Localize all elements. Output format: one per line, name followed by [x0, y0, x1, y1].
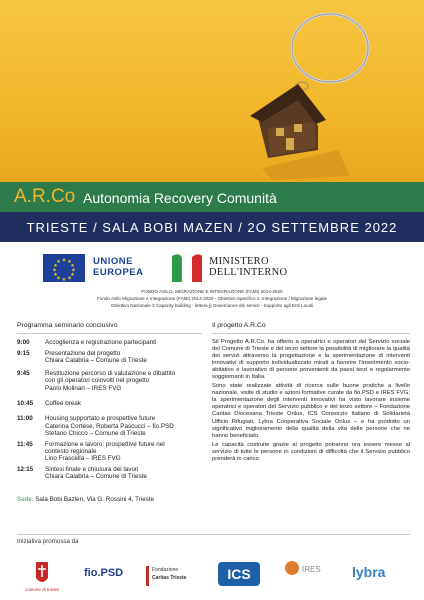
list-item: 12:15 Sintesi finale e chiusura dei lavori Chiara Calabria – Comune di Trieste: [17, 465, 147, 481]
funder-logos: [0, 250, 424, 290]
paragraph: Sil Progetto A.R.Co. ha offerto a operatrici e operatori del Servizio sociale del Comune di Trieste e del terzo settore la possibilità di migliorare la qualità dei servizi attraverso la progettazione e la sperimentazione di interventi innovativi di supporto individualizzato mirati a favorire l'inserimento socio-abitativo e lavorativo di persone provenienti da paesi terzi e regolarmente soggiornanti in Italia.: [212, 339, 410, 381]
venue-label: Sede:: [17, 496, 34, 503]
fiopsd-logo: fio.PSD: [84, 567, 124, 579]
venue: [17, 496, 154, 503]
svg-text:★: ★: [61, 277, 67, 282]
divider: [17, 333, 202, 334]
svg-text:★: ★: [52, 267, 57, 274]
list-item: 11:45 Formazione e lavoro: prospettive future nel contesto regionale Lino Frascella – IRES FVG: [17, 440, 165, 463]
italian-flag-icon: [170, 252, 204, 282]
programme-heading: Programma seminario conclusivo: [17, 322, 118, 329]
svg-text:★: ★: [61, 257, 67, 264]
venue-value: Sala Bobi Bazlen, Via G. Rossini 4, Trieste: [35, 496, 155, 503]
svg-text:★: ★: [56, 259, 61, 265]
paragraph: Sono state realizzate attività di ricerca sulle buone pratiche a livello nazionale, visite di studio e azioni formative curate da fio.PSD e IRES FVG; la sperimentazione degli interventi innovativi ha visto lavorare insieme operatrici e operatori del Servizio pubblico e del terzo settore – Fondazione Caritas Diocesana Trieste Onlus, ICS Consorzio Italiano di Solidarietà Ufficio Rifugiati, Lybra Cooperativa Sociale Onlus – e ha prodotto un significativo miglioramento della qualità della vita delle persone che ne hanno beneficiato.: [212, 383, 410, 439]
location-date-band: [0, 212, 424, 242]
title-band: [0, 182, 424, 212]
list-item: 11:00 Housing supportato e prospettive future Caterina Cortese, Roberta Pascucci – fio.PSD Stefano Chicco – Comune di Trieste: [17, 415, 174, 437]
lybra-logo: lybra: [352, 564, 386, 580]
svg-text:★: ★: [70, 263, 75, 269]
ministry-label: MINISTERO DELL'INTERNO: [209, 256, 288, 278]
divider: [17, 534, 410, 535]
fund-info: FONDO ASILO, MIGRAZIONE E INTEGRAZIONE (FAMI) 2014-2020 Fondo Asilo Migrazione e Integrazione (FAMI) 2014-2020 - Obiettivo Specifico 2. Integrazione / Migrazione legale Obiettivo Nazionale 3 Capacity building - lettera j) Governance dei servizi - Supporto agli Enti Locali: [96, 289, 328, 308]
project-acronym: A.R.Co: [14, 186, 76, 207]
divider: [212, 333, 410, 334]
eu-label: UNIONE EUROPEA: [93, 256, 144, 278]
svg-text:★: ★: [56, 275, 61, 282]
promoted-by-label: Iniziativa promossa da: [17, 538, 79, 545]
svg-text:★: ★: [67, 275, 72, 282]
hero-image: [0, 0, 424, 182]
partner-logos: [0, 548, 424, 600]
project-heading: Il progetto A.R.Co: [212, 322, 266, 329]
ires-logo: IRES: [284, 560, 300, 581]
svg-text:★: ★: [53, 272, 58, 278]
list-item: 9:45 Restituzione percorso di valutazione e dibattito con gli operatori coinvolti nel progetto Paolo Molinari – IRES FVG: [17, 370, 176, 392]
svg-text:★: ★: [71, 267, 76, 274]
paragraph: Le capacità costruite grazie al progetto potranno ora essere messe al servizio di tutte le persone in condizioni di difficoltà che il Servizio pubblico prenderà in carico.: [212, 441, 410, 462]
project-description: [212, 339, 410, 465]
svg-text:★: ★: [53, 263, 58, 269]
list-item: 10:45 Coffee break: [17, 400, 81, 408]
ics-logo: ICS: [218, 562, 260, 586]
location-date: TRIESTE / SALA BOBI MAZEN / 2O SETTEMBRE 2022: [26, 220, 398, 235]
comune-trieste-logo: comune di trieste: [22, 560, 62, 599]
svg-text:★: ★: [70, 272, 75, 278]
list-item: 9:15 Presentazione del progetto Chiara Calabria – Comune di Trieste: [17, 349, 147, 364]
house-keychain-illustration: [0, 0, 424, 182]
programme-list: [17, 339, 202, 484]
caritas-logo: Fondazione Caritas Trieste: [146, 566, 204, 586]
svg-text:★: ★: [67, 259, 72, 265]
project-full-name: Autonomia Recovery Comunità: [83, 190, 277, 206]
eu-flag-icon: [43, 254, 85, 282]
list-item: 9:00 Accoglienza e registrazione partecipanti: [17, 339, 157, 346]
